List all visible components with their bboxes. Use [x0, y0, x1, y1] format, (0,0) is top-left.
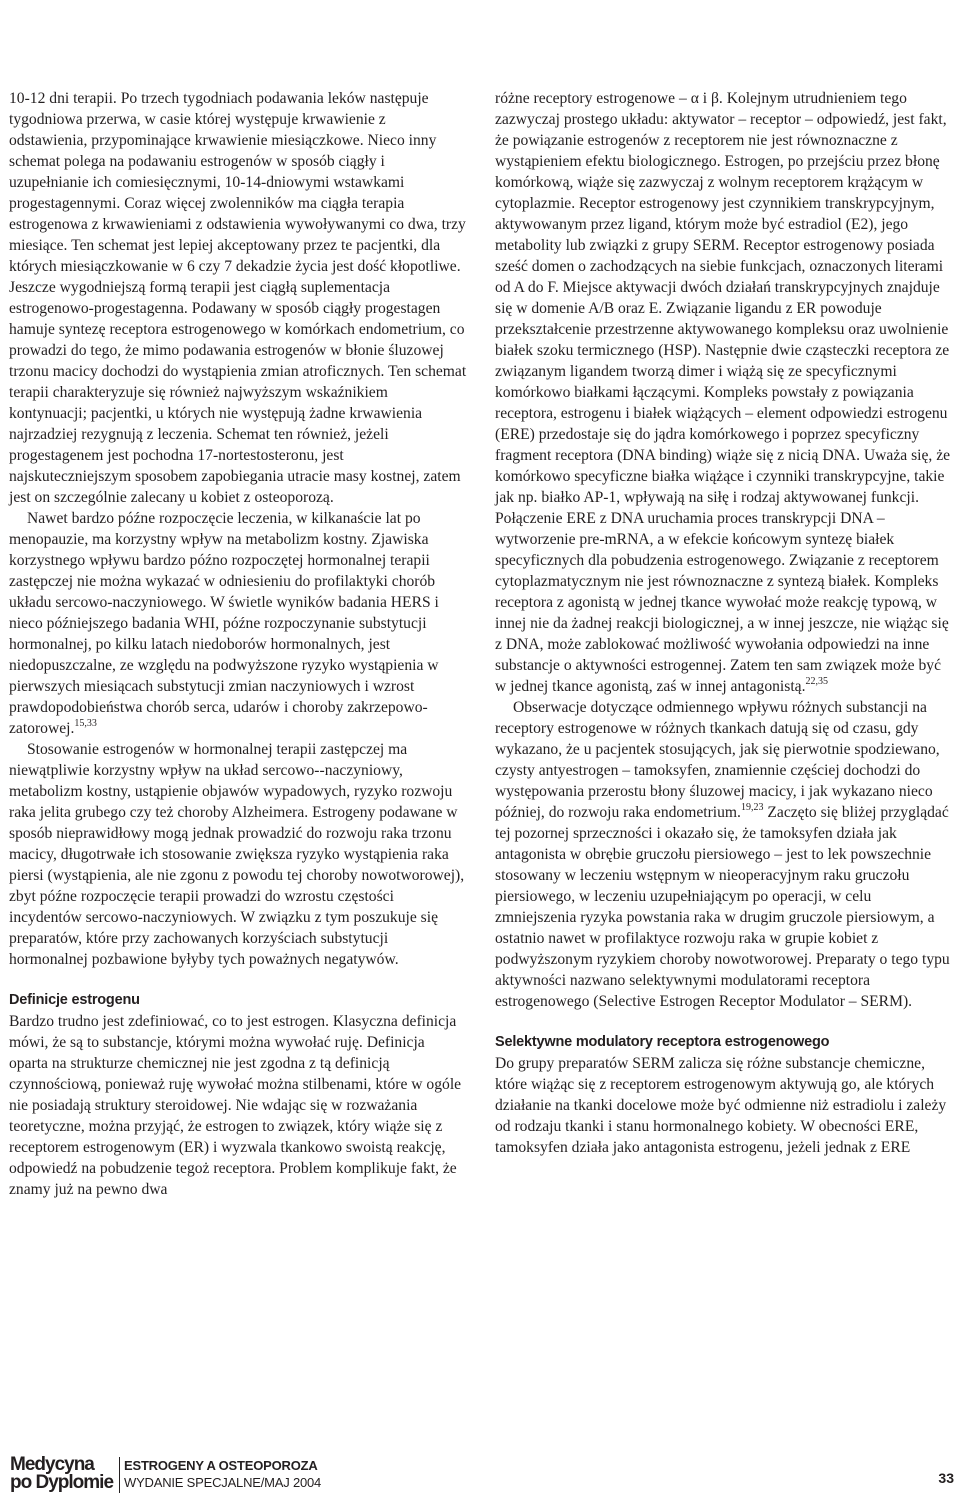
paragraph-text: Obserwacje dotyczące odmiennego wpływu różnych substancji na receptory estrogenowe w różnych tkankach datują się od czasu, gdy wykazano, że u pacjentek stosujących, jak się pierwotnie spodziewano, czysty antyestrogen – tamoksyfen, znamiennie częściej dochodzi do występowania przerostu błony śluzowej macicy, i jak wykazano nieco później, do rozwoju raka endometrium.	[495, 699, 940, 821]
body-paragraph: Do grupy preparatów SERM zalicza się różne substancje chemiczne, które wiążąc się z receptorem estrogenowym aktywują go, ale których działanie na tkanki docelowe może być odmienne niż estradiolu i zależy od rodzaju tkanki i stanu hormonalnego kobiety. W obecności ERE, tamoksyfen działa jako antagonista estrogenu, jeżeli jednak z ERE	[495, 1055, 947, 1156]
logo-line: Medycyna	[10, 1454, 94, 1475]
footer-divider	[119, 1457, 120, 1493]
right-column	[495, 88, 951, 1158]
reference-superscript: 19,23	[740, 801, 764, 813]
paragraph-text: Zaczęto się bliżej przyglądać tej pozornej sprzeczności i okazało się, że tamoksyfen działa jak antagonista w obrębie gruczołu piersiowego – jest to lek powszechnie stosowany w leczeniu wstępnym w nieoperacyjnym raku gruczołu piersiowego, w leczeniu uzupełniającym po operacji, w celu zmniejszenia ryzyka powstania raka w drugim gruczole piersiowym, a ostatnio nawet w profilaktyce rozwoju raka w grupie kobiet z podwyższonym ryzykiem choroby nowotworowej. Preparaty o tego typu aktywności nazwano selektywnymi modulatorami receptora estrogenowego (Selective Estrogen Receptor Modulator – SERM).	[495, 804, 950, 1010]
body-paragraph: Bardzo trudno jest zdefiniować, co to jest estrogen. Klasyczna definicja mówi, że są to substancje, którymi można wywołać ruję. Definicja oparta na strukturze chemicznej nie jest zgodna z tą definicją czynnościową, ponieważ ruję wywołać można stilbenami, które w ogóle nie posiadają struktury steroidowej. Nie wdając się w rozważania teoretyczne, można przyjąć, że estrogen to związek, który wiąże się z receptorem estrogenowym (ER) i wyzwala tkankowo swoistą reakcję, odpowiedź na pobudzenie tegoż receptora. Problem komplikuje fakt, że znamy już na pewno dwa	[9, 1013, 462, 1198]
body-paragraph	[495, 697, 951, 1012]
page-number: 33	[938, 1470, 954, 1486]
paragraph-text: Nawet bardzo późne rozpoczęcie leczenia, w kilkanaście lat po menopauzie, ma korzystny wpływ na metabolizm kostny. Zjawiska korzystnego wpływu bardzo późno rozpoczętej hormonalnej terapii zastępczej nie można wykazać w odniesieniu do profilaktyki chorób układu sercowo-naczyniowego. W świetle wyników badania HERS i nieco późniejszego badania WHI, późne rozpoczynanie substytucji hormonalnej, po kilku latach niedoborów hormonalnych, jest niedopuszczalne, ze względu na podwyższone ryzyko wystąpienia w pierwszych miesiącach substytucji zmian naczyniowych i wzrost prawdopodobieństwa chorób serca, udarów i choroby zakrzepowo-zatorowej.	[9, 510, 439, 737]
journal-logo	[10, 1456, 114, 1492]
body-paragraph: 10-12 dni terapii. Po trzech tygodniach podawania leków następuje tygodniowa przerwa, w casie której występuje krwawienie z odstawienia, przypominające krwawienie miesiączkowe. Nieco inny schemat polega na podawaniu estrogenów w sposób ciągły i uzupełnianie ich comiesięcznymi, 10-14-dniowymi wstawkami progestagennymi. Coraz więcej zwolenników ma ciągła terapia estrogenowa z krwawieniami z odstawienia wywoływanymi co dwa, trzy miesiące. Ten schemat jest lepiej akceptowany przez te pacjentki, dla których miesiączkowanie w 6 czy 7 dekadzie życia jest dość kłopotliwe. Jeszcze wygodniejszą formą terapii jest ciągłą suplementacja estrogenowo-progestagenna. Podawany w sposób ciągły progestagen hamuje syntezę receptora estrogenowego w komórkach endometrium, co prowadzi do tego, że mimo podawania estrogenów w błonie śluzowej trzonu macicy dochodzi do wystąpienia zmian atroficznych. Ten schemat terapii charakteryzuje się również najwyższym wskaźnikiem kontynuacji; pacjentki, u których nie występują żadne krwawienia najrzadziej rezygnują z leczenia. Schemat ten również, jeżeli progestagenem jest pochodna 17-nortestosteronu, jest najskuteczniejszym sposobem zapobiegania utracie masy kostnej, zatem jest on szczególnie zalecany u kobiet z osteoporozą.	[9, 90, 467, 506]
journal-title: ESTROGENY A OSTEOPOROZA	[124, 1458, 318, 1473]
reference-superscript: 15,33	[74, 717, 97, 729]
section-heading: Definicje estrogenu	[9, 992, 140, 1008]
body-paragraph	[495, 88, 951, 697]
page-footer	[0, 1440, 960, 1495]
journal-info	[124, 1457, 321, 1491]
journal-edition: WYDANIE SPECJALNE/MAJ 2004	[124, 1475, 322, 1490]
body-paragraph: Stosowanie estrogenów w hormonalnej terapii zastępczej ma niewątpliwie korzystny wpływ na układ sercowo--naczyniowy, metabolizm kostny, ustąpienie objawów wypadowych, ryzyko rozwoju raka jelita grubego czy też choroby Alzheimera. Estrogeny podawane w sposób nieprawidłowy mogą jednak prowadzić do rozwoju raka trzonu macicy, długotrwałe ich stosowanie zwiększa ryzyko wystąpienia raka piersi (wystąpienia, ale nie zgonu z powodu tej choroby nowotworowej), zbyt późne rozpoczęcie terapii prowadzi do wzrostu częstości incydentów sercowo-naczyniowych. W związku z tym poszukuje się preparatów, które przy zachowanych korzyściach substytucji hormonalnej pozbawione byłyby tych poważnych negatywów.	[9, 741, 465, 968]
body-paragraph	[9, 508, 467, 739]
left-column	[9, 88, 467, 1200]
paragraph-text: różne receptory estrogenowe – α i β. Kolejnym utrudnieniem tego zazwyczaj prostego układu: aktywator – receptor – odpowiedź, jest fakt, że powiązanie estrogenów z receptorem nie jest równoznaczne z wystąpieniem efektu biologicznego. Estrogen, po przejściu przez błonę komórkową, wiąże się zazwyczaj z wolnym receptorem krążącym w cytoplazmie. Receptor estrogenowy jest czynnikiem transkrypcyjnym, aktywowanym przez ligand, którym może być estradiol (E2), jego metabolity lub związki z grupy SERM. Receptor estrogenowy posiada sześć domen o zachodzących na siebie funkcjach, oznaczonych literami od A do F. Miejsce aktywacji dwóch działań transkrypcyjnych znajduje się w domenie A/B oraz E. Związanie ligandu z ER powoduje przekształcenie przestrzenne aktywowanego kompleksu oraz uwolnienie białek szoku termicznego (HSP). Następnie dwie cząsteczki receptora ze związanym ligandem tworzą dimer i wiążą się ze specyficznymi komórkowo białkami łączącymi. Kompleks powstały z powiązania receptora, estrogenu i białek wiążących – element odpowiedzi estrogenu (ERE) przedostaje się do jądra komórkowego i poprzez specyficzny fragment receptora (DNA binding) wiąże się z nicią DNA. Uważa się, że komórkowo specyficzne białka wiążące i czynniki transkrypcyjne, takie jak np. białko AP-1, wpływają na siłę i rodzaj aktywowanej funkcji. Połączenie ERE z DNA uruchamia proces transkrypcji DNA – wytworzenie pre-mRNA, a w efekcie końcowym syntezę białek specyficznych dla pobudzenia estrogenowego. Związanie z receptorem cytoplazmatycznym nie jest równoznaczne z syntezą białek. Kompleks receptora z agonistą w jednej tkance wywołać może reakcję typową, w innej nie da żadnej reakcji biologicznej, a w innej jeszcze, nie wiążąc się z DNA, może zablokować możliwość wywołania odpowiedzi na inne substancje o aktywności estrogennej. Zatem ten sam związek może być w jednej tkance agonistą, zaś w innej antagonistą.	[495, 90, 951, 695]
reference-superscript: 22,35	[805, 675, 828, 687]
logo-line: po Dyplomie	[10, 1472, 114, 1493]
section-heading: Selektywne modulatory receptora estrogenowego	[495, 1034, 830, 1050]
